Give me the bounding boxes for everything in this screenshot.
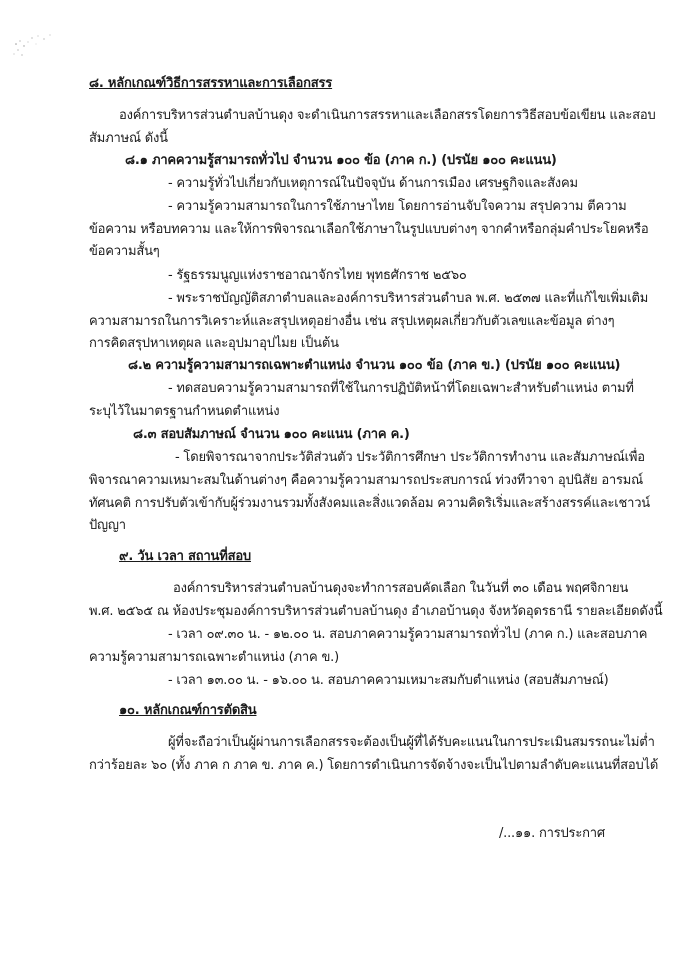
subsection-8-3-bullet-line-3: ทัศนคติ การปรับตัวเข้ากับผู้ร่วมงานรวมทั้งสังคมและสิ่งแวดล้อม ความคิดริเริ่มและสร้างสรรค์และเชาวน์ — [89, 496, 650, 511]
subsection-8-3-title: ๘.๓ สอบสัมภาษณ์ จำนวน ๑๐๐ คะแนน (ภาค ค.) — [133, 427, 410, 442]
subsection-8-1-bullet-2-line-1: - ความรู้ความสามารถในการใช้ภาษาไทย โดยการอ่านจับใจความ สรุปความ ตีความ — [168, 199, 627, 214]
section-9-time-2: - เวลา ๑๓.๐๐ น. - ๑๖.๐๐ น. สอบภาคความเหมาะสมกับตำแหน่ง (สอบสัมภาษณ์) — [168, 673, 609, 688]
section-9-time-1-line-2: ความรู้ความสามารถเฉพาะตำแหน่ง (ภาค ข.) — [89, 650, 339, 665]
subsection-8-1-bullet-4-line-2: ความสามารถในการวิเคราะห์และสรุปเหตุอย่างอื่น เช่น สรุปเหตุผลเกี่ยวกับตัวเลขและข้อมูล ต่างๆ — [89, 314, 615, 329]
scan-speckle-mark — [10, 32, 58, 60]
section-10-heading: ๑๐. หลักเกณฑ์การตัดสิน — [119, 703, 257, 718]
subsection-8-3-bullet-line-4: ปัญญา — [89, 518, 126, 533]
section-8-intro-line-1: องค์การบริหารส่วนตำบลบ้านดุง จะดำเนินการสรรหาและเลือกสรรโดยการวิธีสอบข้อเขียน และสอบ — [119, 108, 656, 123]
section-9-time-1-line-1: - เวลา ๐๙.๓๐ น. - ๑๒.๐๐ น. สอบภาคความรู้ความสามารถทั่วไป (ภาค ก.) และสอบภาค — [168, 627, 648, 642]
section-9-heading: ๙. วัน เวลา สถานที่สอบ — [119, 549, 251, 564]
subsection-8-1-bullet-2-line-2: ข้อความ หรือบทความ และให้การพิจารณาเลือกใช้ภาษาในรูปแบบต่างๆ จากคำหรือกลุ่มคำประโยคหรือ — [89, 222, 649, 237]
section-10-paragraph-line-1: ผู้ที่จะถือว่าเป็นผู้ผ่านการเลือกสรรจะต้องเป็นผู้ที่ได้รับคะแนนในการประเมินสมรรถนะไม่ต่ำ — [168, 735, 655, 750]
subsection-8-3-bullet-line-2: พิจารณาความเหมาะสมในด้านต่างๆ คือความรู้ความสามารถประสบการณ์ ท่วงทีวาจา อุปนิสัย อารมณ์ — [89, 473, 644, 488]
subsection-8-1-bullet-1: - ความรู้ทั่วไปเกี่ยวกับเหตุการณ์ในปัจจุบัน ด้านการเมือง เศรษฐกิจและสังคม — [168, 176, 578, 191]
page-continuation-note: /...๑๑. การประกาศ — [499, 826, 605, 841]
section-10-paragraph-line-2: กว่าร้อยละ ๖๐ (ทั้ง ภาค ก ภาค ข. ภาค ค.) โดยการดำเนินการจัดจ้างจะเป็นไปตามลำดับคะแนนที่สอบได้ — [89, 758, 659, 773]
subsection-8-1-bullet-4-line-3: การคิดสรุปหาเหตุผล และอุปมาอุปไมย เป็นต้น — [89, 336, 339, 351]
section-9-paragraph-line-1: องค์การบริหารส่วนตำบลบ้านดุงจะทำการสอบคัดเลือก ในวันที่ ๓๐ เดือน พฤศจิกายน — [173, 581, 629, 596]
subsection-8-1-bullet-4-line-1: - พระราชบัญญัติสภาตำบลและองค์การบริหารส่วนตำบล พ.ศ. ๒๕๓๗ และที่แก้ไขเพิ่มเติม — [168, 291, 649, 306]
subsection-8-2-title: ๘.๒ ความรู้ความสามารถเฉพาะตำแหน่ง จำนวน ๑๐๐ ข้อ (ภาค ข.) (ปรนัย ๑๐๐ คะแนน) — [128, 358, 621, 373]
section-8-intro-line-2: สัมภาษณ์ ดังนี้ — [89, 131, 168, 146]
subsection-8-3-bullet-line-1: - โดยพิจารณาจากประวัติส่วนตัว ประวัติการศึกษา ประวัติการทำงาน และสัมภาษณ์เพื่อ — [175, 450, 645, 465]
section-8-heading: ๘. หลักเกณฑ์วิธีการสรรหาและการเลือกสรร — [89, 76, 333, 91]
subsection-8-1-bullet-2-line-3: ข้อความสั้นๆ — [89, 244, 160, 259]
subsection-8-1-title: ๘.๑ ภาคความรู้สามารถทั่วไป จำนวน ๑๐๐ ข้อ (ภาค ก.) (ปรนัย ๑๐๐ คะแนน) — [125, 153, 557, 168]
subsection-8-1-bullet-3: - รัฐธรรมนูญแห่งราชอาณาจักรไทย พุทธศักราช ๒๕๖๐ — [168, 268, 467, 283]
section-9-paragraph-line-2: พ.ศ. ๒๕๖๕ ณ ห้องประชุมองค์การบริหารส่วนตำบลบ้านดุง อำเภอบ้านดุง จังหวัดอุดรธานี รายละเอียดดังนี้ — [89, 604, 663, 619]
subsection-8-2-bullet-line-2: ระบุไว้ในมาตรฐานกำหนดตำแหน่ง — [89, 404, 280, 419]
subsection-8-2-bullet-line-1: - ทดสอบความรู้ความสามารถที่ใช้ในการปฏิบัติหน้าที่โดยเฉพาะสำหรับตำแหน่ง ตามที่ — [168, 381, 634, 396]
